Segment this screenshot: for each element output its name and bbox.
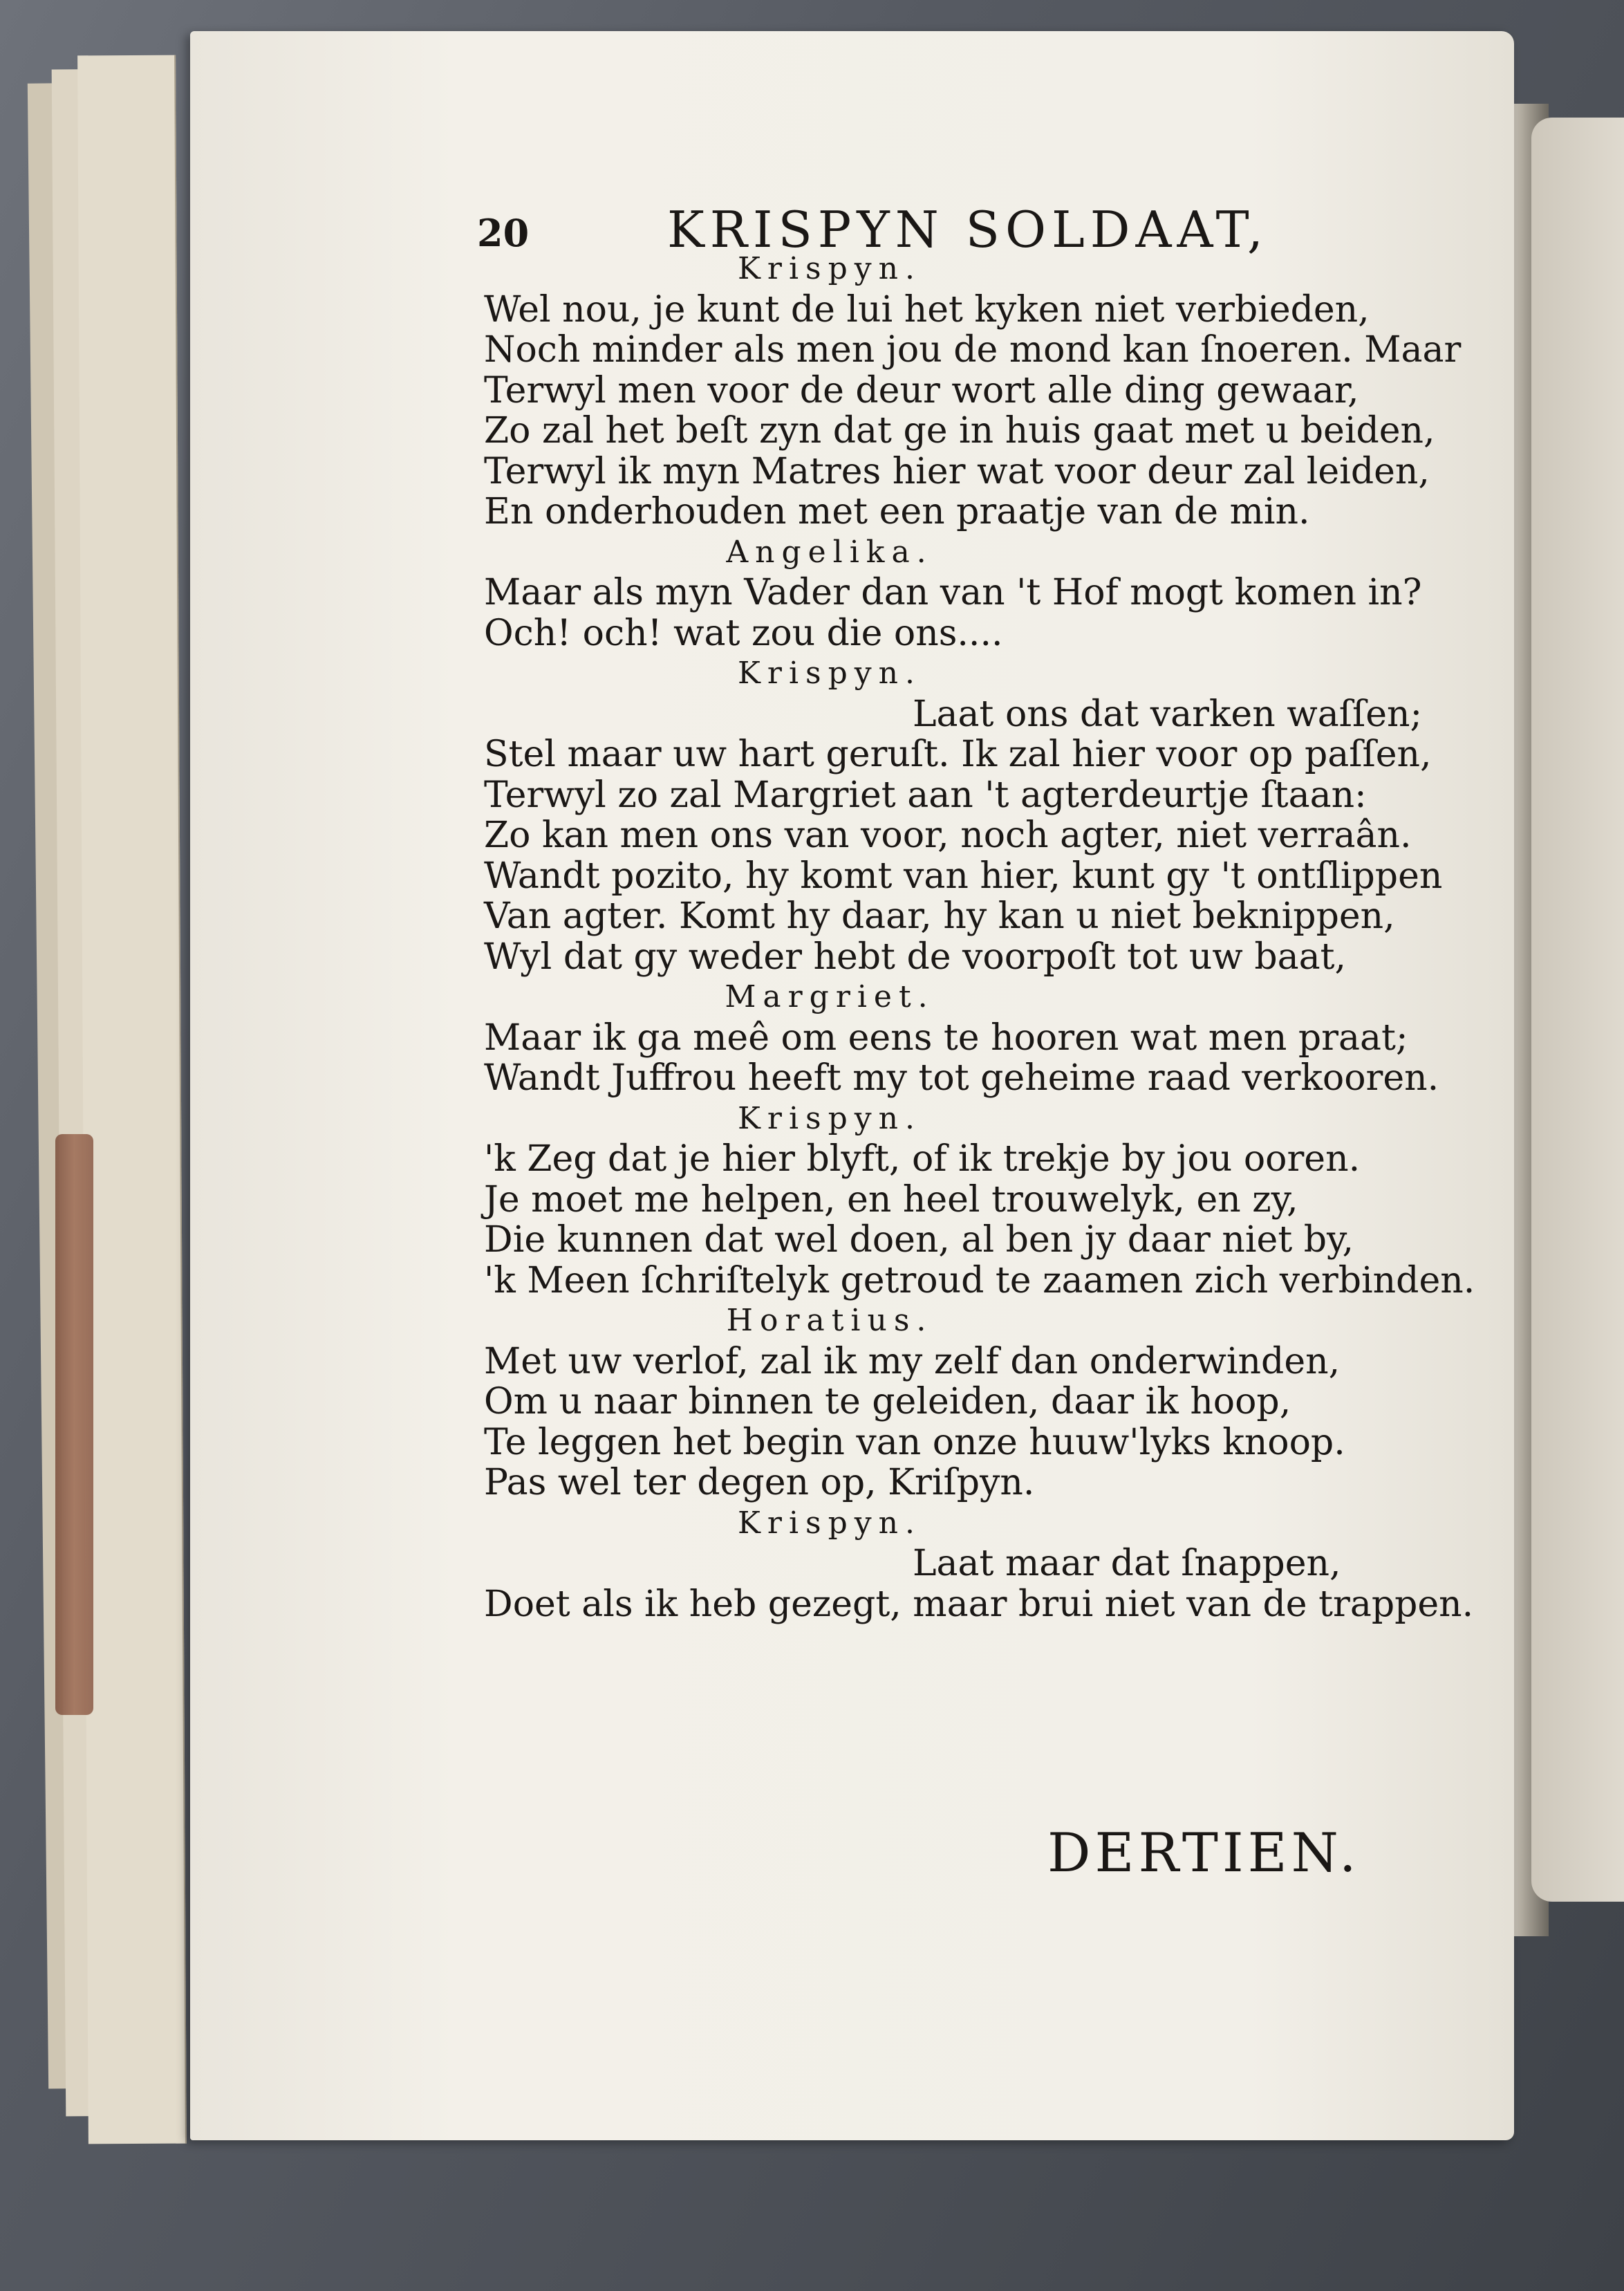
verse-line: 'k Meen ſchriſtelyk getroud te zaamen zich verbinden.	[484, 1259, 1475, 1301]
verse-line: Te leggen het begin van onze huuw'lyks knoop.	[484, 1421, 1345, 1463]
verse-line: Wyl dat gy weder hebt de voorpoſt tot uw baat,	[484, 936, 1347, 978]
verse-line: Maar als myn Vader dan van 't Hof mogt komen in?	[484, 572, 1422, 613]
verse-line: Met uw verlof, zal ik my zelf dan onderwinden,	[484, 1340, 1341, 1382]
spine-stain	[55, 1134, 93, 1715]
verse-line: Maar ik ga meê om eens te hooren wat men praat;	[484, 1017, 1408, 1059]
verse-line: Doet als ik heb gezegt, maar brui niet van de trappen.	[484, 1583, 1474, 1625]
verse-line: Terwyl men voor de deur wort alle ding gewaar,	[484, 369, 1359, 411]
verse-line: Wel nou, je kunt de lui het kyken niet verbieden,	[484, 288, 1370, 331]
catchword: DERTIEN.	[1047, 1822, 1361, 1884]
facing-page	[1531, 118, 1624, 1902]
verse-line: Och! och! wat zou die ons....	[484, 612, 1003, 654]
verse-line: Zo zal het beſt zyn dat ge in huis gaat met u beiden,	[484, 410, 1435, 452]
verse-line: Zo kan men ons van voor, noch agter, niet verraân.	[484, 815, 1412, 856]
verse-line: Om u naar binnen te geleiden, daar ik hoop,	[484, 1381, 1291, 1422]
verse-line: Die kunnen dat wel doen, al ben jy daar niet by,	[484, 1219, 1354, 1261]
speaker-name: Angelika.	[726, 534, 933, 570]
speaker-name: Krispyn.	[738, 251, 922, 286]
page-edge	[77, 55, 187, 2144]
verse-line: Je moet me helpen, en heel trouwelyk, en zy,	[484, 1178, 1298, 1221]
verse-line: En onderhouden met een praatje van de min.	[484, 491, 1310, 532]
speaker-name: Krispyn.	[738, 656, 922, 691]
verse-line: Laat ons dat varken waſſen;	[913, 693, 1423, 735]
verse-line: Wandt Juffrou heeft my tot geheime raad verkooren.	[484, 1057, 1439, 1099]
verse-line: Stel maar uw hart geruſt. Ik zal hier voor op paſſen,	[484, 734, 1432, 775]
speaker-name: Krispyn.	[738, 1505, 922, 1541]
verse-line: Laat maar dat ſnappen,	[913, 1543, 1341, 1584]
verse-line: Terwyl ik myn Matres hier wat voor deur zal leiden,	[484, 450, 1430, 492]
verse-line: Noch minder als men jou de mond kan ſnoeren. Maar	[484, 329, 1462, 371]
verse-line: Van agter. Komt hy daar, hy kan u niet beknippen,	[484, 896, 1395, 937]
verse-line: Wandt pozito, hy komt van hier, kunt gy 't ontſlippen	[484, 855, 1443, 897]
running-title: KRISPYN SOLDAAT,	[667, 201, 1269, 259]
verse-block	[484, 249, 1475, 1625]
page-number: 20	[477, 211, 530, 255]
verse-line: Terwyl zo zal Margriet aan 't agterdeurtje ſtaan:	[484, 774, 1367, 816]
verse-line: Pas wel ter degen op, Kriſpyn.	[484, 1462, 1035, 1503]
speaker-name: Margriet.	[725, 979, 935, 1014]
verse-line: 'k Zeg dat je hier blyft, of ik trekje by jou ooren.	[484, 1138, 1361, 1180]
speaker-name: Horatius.	[726, 1303, 933, 1338]
speaker-name: Krispyn.	[738, 1100, 922, 1136]
